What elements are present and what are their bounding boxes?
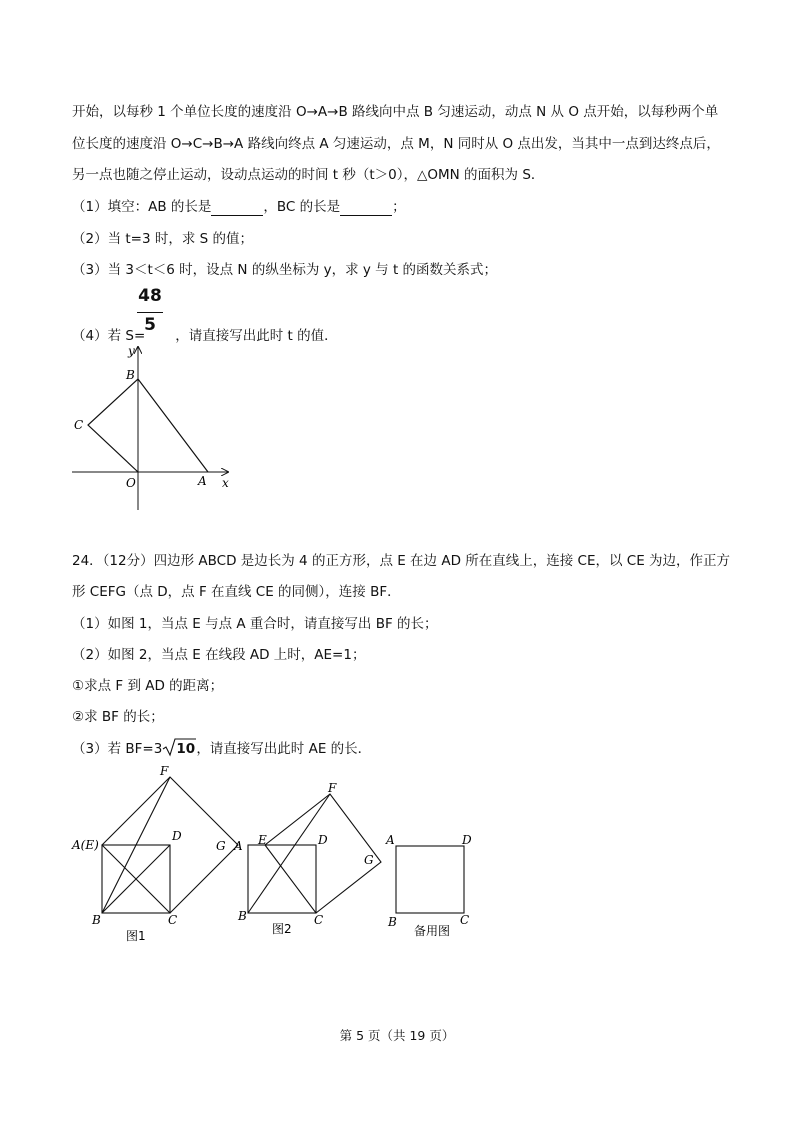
- q23-part-4-b: ，请直接写出此时 t 的值．: [175, 328, 338, 344]
- q23-coordinate-figure: [60, 335, 250, 515]
- q23-part-1-c: ；: [392, 199, 406, 215]
- q24-part-2-2: ②求 BF 的长；: [72, 709, 164, 725]
- label-a: A: [198, 474, 207, 488]
- fig1-label-f: F: [160, 764, 169, 778]
- label-o: O: [126, 476, 136, 490]
- fig1-label-c: C: [168, 913, 178, 927]
- q24-part-3-b: ，请直接写出此时 AE 的长．: [196, 741, 372, 757]
- fig2-segment-bf: [248, 794, 330, 913]
- fig2-label-c: C: [314, 913, 324, 927]
- fig1-label-d: D: [172, 829, 182, 843]
- fig2-caption: 图2: [272, 922, 292, 936]
- figure-2: [233, 781, 381, 936]
- q24-part-1: （1）如图 1，当点 E 与点 A 重合时，请直接写出 BF 的长；: [72, 616, 438, 632]
- q24-text-line-2: 形 CEFG（点 D，点 F 在直线 CE 的同侧），连接 BF．: [72, 584, 401, 600]
- q23-text-line-1: 开始，以每秒 1 个单位长度的速度沿 O→A→B 路线向中点 B 匀速运动，动点 N 从 O 点开始，以每秒两个单: [72, 104, 719, 120]
- spare-label-c: C: [460, 913, 470, 927]
- q24-figures: [62, 760, 482, 950]
- fig2-label-g: G: [364, 853, 374, 867]
- q23-text-line-2: 位长度的速度沿 O→C→B→A 路线向终点 A 匀速运动，点 M，N 同时从 O 点出发，当其中一点到达终点后，: [72, 136, 720, 152]
- q23-text-line-3: 另一点也随之停止运动，设动点运动的时间 t 秒（t＞0），△OMN 的面积为 S．: [72, 167, 545, 183]
- q23-part-1-b: ，BC 的长是: [263, 199, 341, 215]
- label-y: y: [128, 344, 135, 358]
- spare-label-a: A: [386, 833, 395, 847]
- spare-label-d: D: [462, 833, 472, 847]
- label-b: B: [126, 368, 135, 382]
- q23-part-1: [72, 198, 406, 216]
- label-x: x: [222, 476, 229, 490]
- answer-blank-bc: [340, 201, 392, 216]
- page-footer: 第 5 页（共 19 页）: [339, 1028, 455, 1043]
- q23-part-2: （2）当 t=3 时，求 S 的值；: [72, 231, 254, 247]
- sqrt-symbol: [162, 740, 196, 758]
- fig1-label-g: G: [216, 839, 226, 853]
- fig2-label-b: B: [238, 909, 247, 923]
- spare-label-b: B: [388, 915, 397, 929]
- q24-part-3-a: （3）若 BF=3: [72, 741, 163, 757]
- sqrt-radicand: 10: [176, 741, 196, 757]
- fraction-numerator: 48: [138, 286, 162, 306]
- q24-text-line-1: 24．（12分）四边形 ABCD 是边长为 4 的正方形，点 E 在边 AD 所在直线上，连接 CE，以 CE 为边，作正方: [72, 553, 731, 569]
- fraction-denominator: 5: [144, 315, 156, 335]
- q23-part-3: （3）当 3＜t＜6 时，设点 N 的纵坐标为 y，求 y 与 t 的函数关系式；: [72, 262, 498, 278]
- figure-spare: [385, 833, 472, 938]
- fig1-label-ae: A(E): [72, 838, 99, 852]
- fraction-bar: [137, 312, 163, 313]
- fig2-label-f: F: [328, 781, 337, 795]
- q23-part-1-a: （1）填空：AB 的长是: [72, 199, 212, 215]
- q24-part-2: （2）如图 2，当点 E 在线段 AD 上时，AE=1；: [72, 647, 366, 663]
- fig2-square-abcd: [248, 845, 316, 913]
- answer-blank-ab: [211, 201, 263, 216]
- label-c: C: [74, 418, 84, 432]
- figure-1: [71, 764, 238, 943]
- spare-square-abcd: [396, 846, 464, 913]
- spare-caption: 备用图: [414, 924, 451, 938]
- fig2-label-a: A: [234, 839, 243, 853]
- q24-part-2-1: ①求点 F 到 AD 的距离；: [72, 678, 224, 694]
- q24-part-3: [72, 740, 371, 758]
- fig2-label-e: E: [258, 833, 267, 847]
- fig2-label-d: D: [318, 833, 328, 847]
- fig1-label-b: B: [92, 913, 101, 927]
- fig1-caption: 图1: [126, 929, 146, 943]
- q23-part-4-a: （4）若 S=: [72, 328, 146, 344]
- path-o-c-b-a: [88, 379, 208, 472]
